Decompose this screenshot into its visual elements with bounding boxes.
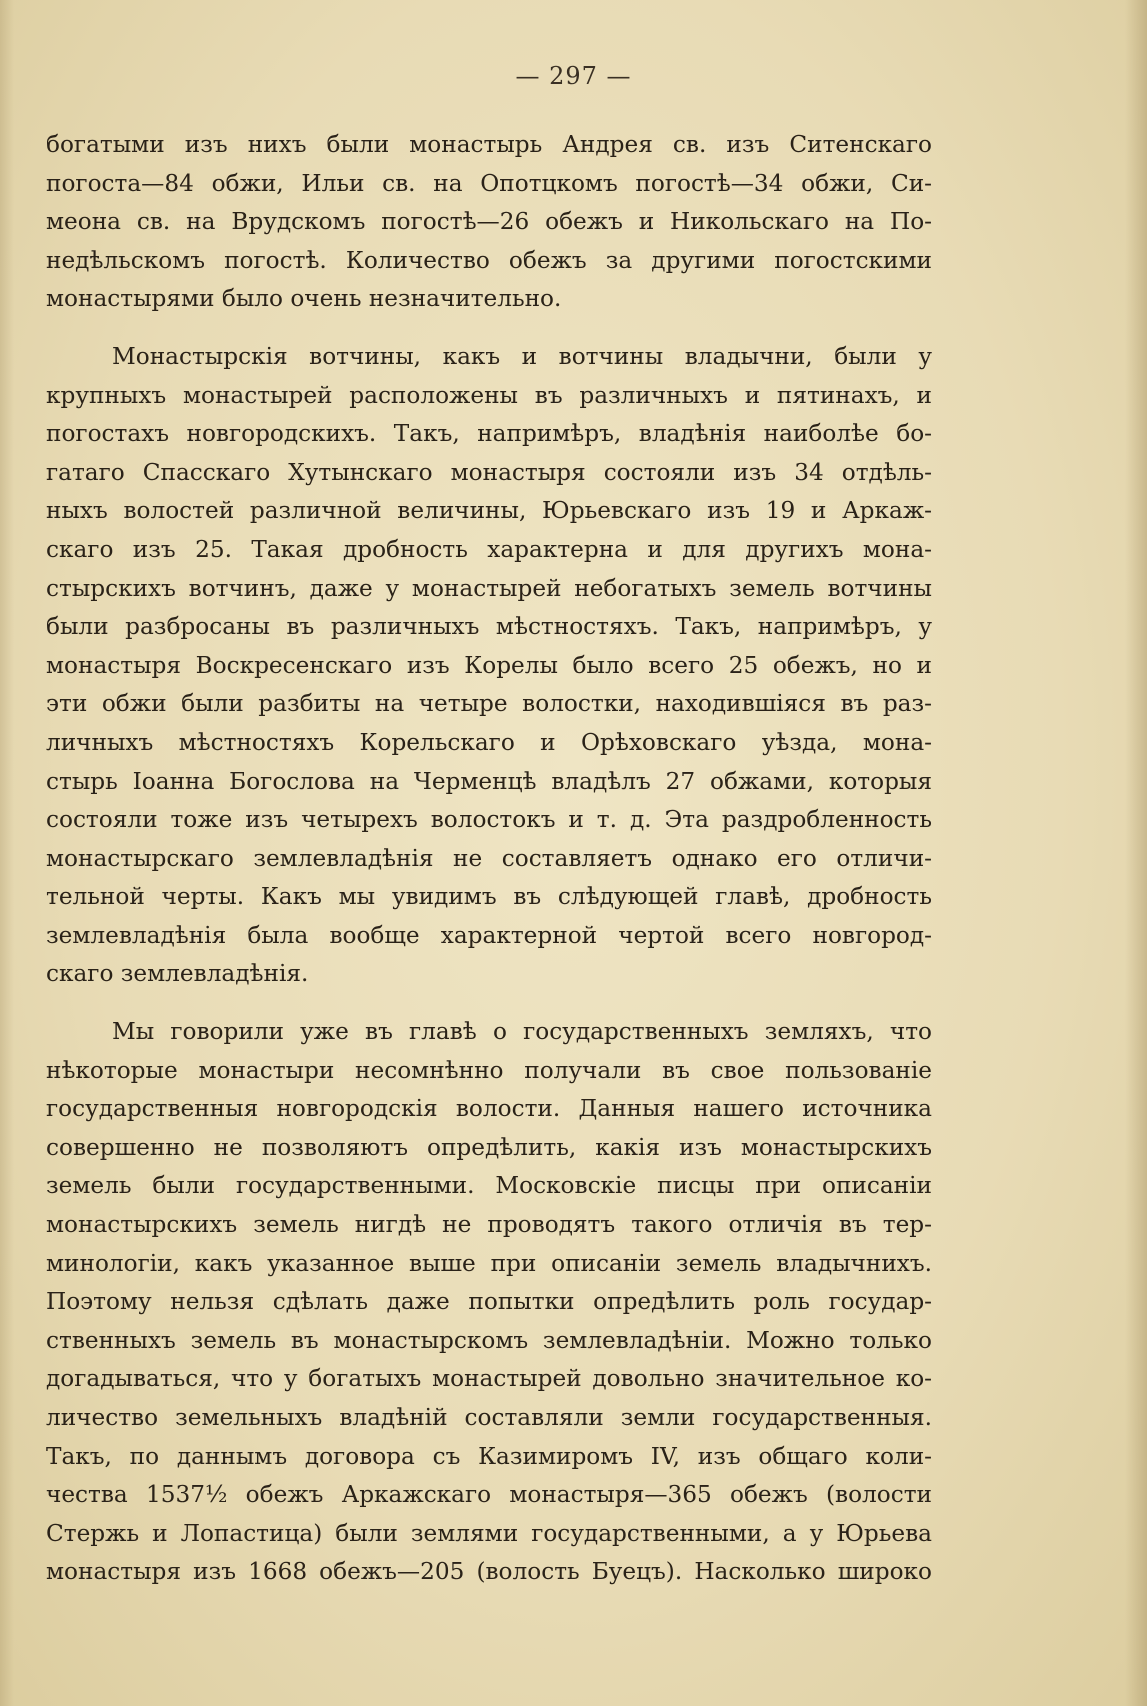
text-line: личество земельныхъ владѣній составляли земли государственныя. (46, 1404, 932, 1431)
text-line: погоста—84 обжи, Ильи св. на Опотцкомъ погостѣ—34 обжи, Си- (46, 169, 932, 197)
text-line: ныхъ волостей различной величины, Юрьевскаго изъ 19 и Аркаж- (46, 497, 932, 525)
text-line: земель были государственными. Московскіе писцы при описаніи (46, 1172, 932, 1200)
text-line: гатаго Спасскаго Хутынскаго монастыря состояли изъ 34 отдѣль- (46, 458, 932, 486)
text-line: скаго землевладѣнія. (46, 960, 309, 988)
text-line: крупныхъ монастырей расположены въ различныхъ и пятинахъ, и (46, 381, 932, 409)
text-line: богатыми изъ нихъ были монастырь Андрея св. изъ Ситенскаго (46, 131, 932, 158)
text-line: монастыря изъ 1668 обежъ—205 (волость Буецъ). Насколько широко (46, 1558, 932, 1586)
text-line: Мы говорили уже въ главѣ о государственныхъ земляхъ, что (112, 1018, 932, 1046)
text-line: государственныя новгородскія волости. Данныя нашего источника (46, 1095, 932, 1123)
paragraph-2 (46, 338, 932, 994)
text-line: монастырскаго землевладѣнія не составляетъ однако его отличи- (46, 844, 932, 872)
text-line: погостахъ новгородскихъ. Такъ, напримѣръ, владѣнія наиболѣе бо- (46, 420, 932, 448)
text-line: стырскихъ вотчинъ, даже у монастырей небогатыхъ земель вотчины (46, 574, 932, 602)
text-line: минологіи, какъ указанное выше при описаніи земель владычнихъ. (46, 1249, 932, 1277)
text-line: были разбросаны въ различныхъ мѣстностяхъ. Такъ, напримѣръ, у (46, 613, 932, 641)
text-line: Поэтому нельзя сдѣлать даже попытки опредѣлить роль государ- (46, 1288, 932, 1316)
paragraph-3 (46, 1013, 932, 1592)
text-line: недѣльскомъ погостѣ. Количество обежъ за другими погостскими (46, 246, 932, 274)
text-line: меона св. на Врудскомъ погостѣ—26 обежъ и Никольскаго на По- (46, 208, 932, 236)
text-line: Стержь и Лопастица) были землями государственными, а у Юрьева (46, 1519, 932, 1547)
text-line: монастырями было очень незначительно. (46, 285, 562, 313)
text-line: стырь Іоанна Богослова на Черменцѣ владѣлъ 27 обжами, которыя (46, 767, 932, 795)
page-number: — 297 — (515, 62, 632, 90)
text-line: догадываться, что у богатыхъ монастырей довольно значительное ко- (46, 1365, 932, 1393)
text-line: личныхъ мѣстностяхъ Корельскаго и Орѣховскаго уѣзда, мона- (46, 728, 932, 756)
text-line: совершенно не позволяютъ опредѣлить, какія изъ монастырскихъ (46, 1133, 932, 1161)
text-line: эти обжи были разбиты на четыре волостки, находившіяся въ раз- (46, 690, 932, 718)
text-line: Монастырскія вотчины, какъ и вотчины владычни, были у (112, 342, 932, 370)
text-line: монастыря Воскресенскаго изъ Корелы было всего 25 обежъ, но и (46, 651, 932, 679)
text-line: тельной черты. Какъ мы увидимъ въ слѣдующей главѣ, дробность (46, 883, 932, 911)
text-line: нѣкоторые монастыри несомнѣнно получали въ свое пользованіе (46, 1056, 932, 1084)
text-line: чества 1537½ обежъ Аркажскаго монастыря—365 обежъ (волости (46, 1481, 932, 1509)
text-line: Такъ, по даннымъ договора съ Казимиромъ IV, изъ общаго коли- (46, 1442, 932, 1470)
text-line: скаго изъ 25. Такая дробность характерна и для другихъ мона- (46, 535, 932, 563)
body-text (46, 126, 932, 1592)
paragraph-1 (46, 126, 932, 319)
text-line: состояли тоже изъ четырехъ волостокъ и т. д. Эта раздробленность (46, 806, 932, 834)
text-line: ственныхъ земель въ монастырскомъ землевладѣніи. Можно только (46, 1326, 932, 1354)
page-edge-shadow-right (1125, 0, 1147, 1706)
page-edge-shadow-left (0, 0, 14, 1706)
text-line: землевладѣнія была вообще характерной чертой всего новгород- (46, 921, 932, 949)
text-line: монастырскихъ земель нигдѣ не проводятъ такого отличія въ тер- (46, 1211, 932, 1239)
